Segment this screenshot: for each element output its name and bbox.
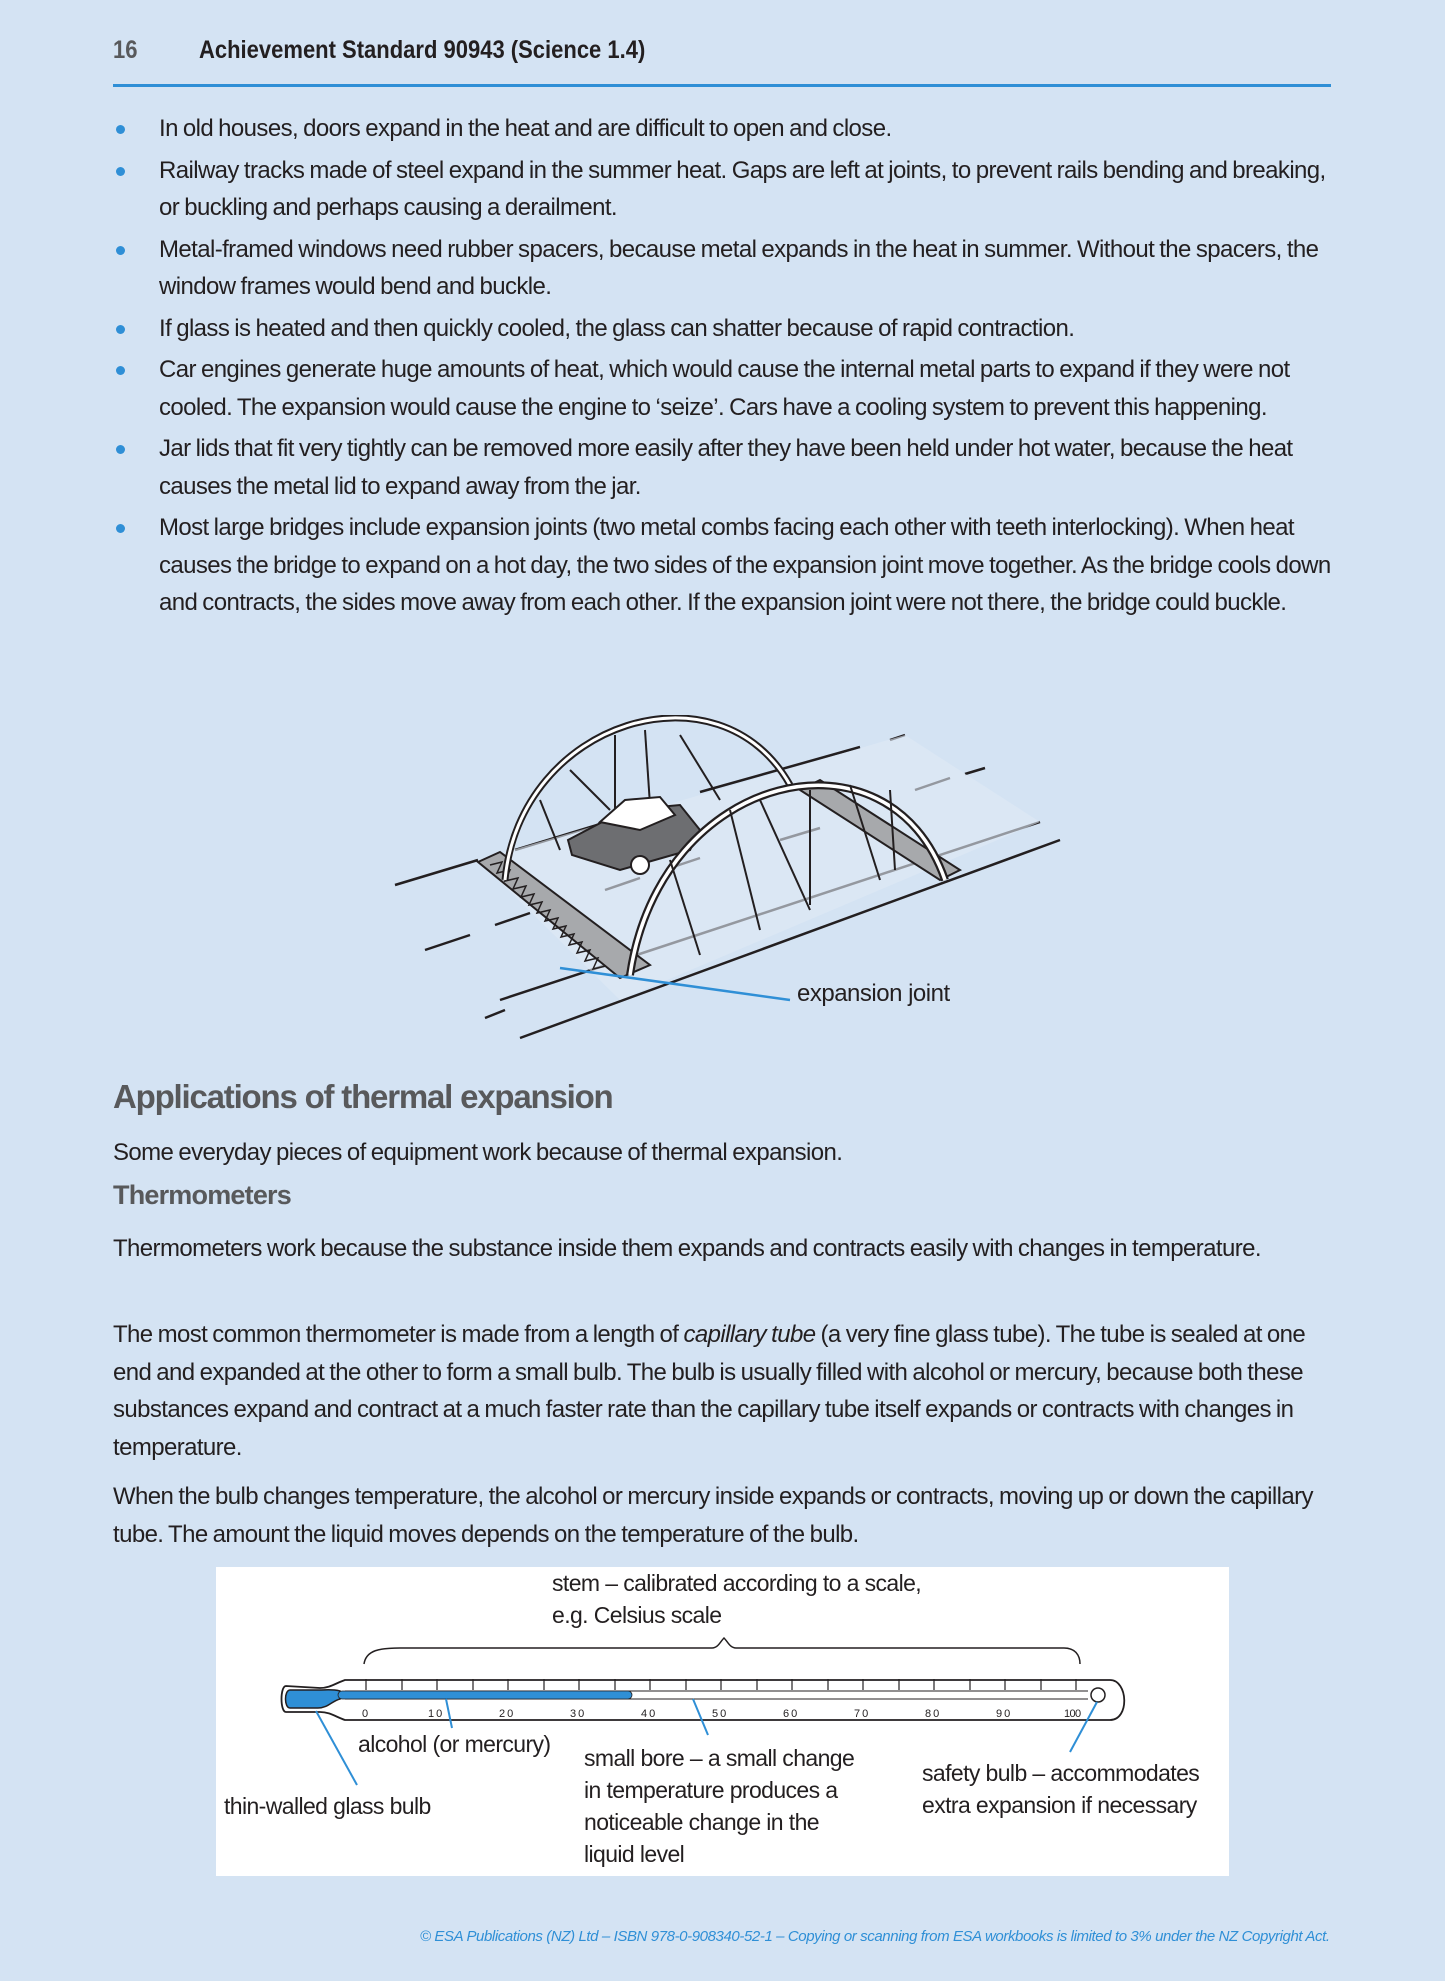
list-item: Railway tracks made of steel expand in the summer heat. Gaps are left at joints, to prevent rails bending and breaking, or buckling and perhaps causing a derailment.	[113, 152, 1343, 227]
list-item: In old houses, doors expand in the heat and are difficult to open and close.	[113, 110, 1343, 148]
list-item: If glass is heated and then quickly cooled, the glass can shatter because of rapid contraction.	[113, 310, 1343, 348]
bullet-icon	[116, 125, 125, 134]
bullet-icon	[116, 366, 125, 375]
safety-bulb-label-1: safety bulb – accommodates	[922, 1760, 1200, 1786]
scale-label-40: 40	[641, 1708, 658, 1720]
paragraph-2: The most common thermometer is made from a length of capillary tube (a very fine glass tube). The tube is sealed at one end and expanded at the other to form a small bulb. The bulb is usually filled with alcohol or mercury, because both these substances expand and contract at a much faster rate than the capillary tube itself expands or contracts with changes in temperature.	[113, 1321, 1306, 1461]
paragraph-1: Thermometers work because the substance inside them expands and contracts easily with changes in temperature.	[113, 1235, 1261, 1262]
thermometer-figure	[216, 1567, 1229, 1876]
small-bore-label-2: in temperature produces a	[584, 1777, 838, 1803]
intro-paragraph: Some everyday pieces of equipment work because of thermal expansion.	[113, 1139, 843, 1166]
alcohol-label: alcohol (or mercury)	[358, 1731, 551, 1757]
bullet-icon	[116, 325, 125, 334]
copyright-footer: © ESA Publications (NZ) Ltd – ISBN 978-0-908340-52-1 – Copying or scanning from ESA workbooks is limited to 3% under the NZ Copyright Act.	[420, 1928, 1330, 1945]
expansion-joint-label: expansion joint	[797, 980, 950, 1007]
scale-label-80: 80	[925, 1708, 942, 1720]
paragraph-3: When the bulb changes temperature, the alcohol or mercury inside expands or contracts, moving up or down the capillary tube. The amount the liquid moves depends on the temperature of the bulb.	[113, 1483, 1313, 1548]
section-heading: Applications of thermal expansion	[113, 1078, 613, 1115]
safety-bulb-label-2: extra expansion if necessary	[922, 1792, 1197, 1818]
list-item: Most large bridges include expansion joints (two metal combs facing each other with teeth interlocking). When heat causes the bridge to expand on a hot day, the two sides of the expansion joint move together. As the bridge cools down and contracts, the sides move away from each other. If the expansion joint were not there, the bridge could buckle.	[113, 509, 1343, 622]
scale-label-20: 20	[499, 1708, 516, 1720]
scale-label-70: 70	[854, 1708, 871, 1720]
list-item: Jar lids that fit very tightly can be removed more easily after they have been held under hot water, because the heat causes the metal lid to expand away from the jar.	[113, 430, 1343, 505]
bullet-icon	[116, 246, 125, 255]
list-item: Car engines generate huge amounts of heat, which would cause the internal metal parts to expand if they were not cooled. The expansion would cause the engine to ‘seize’. Cars have a cooling system to prevent this happening.	[113, 351, 1343, 426]
capillary-tube-term: capillary tube	[683, 1321, 816, 1348]
stem-label-line2: e.g. Celsius scale	[552, 1602, 722, 1628]
bridge-illustration	[380, 715, 1080, 1055]
small-bore-label-1: small bore – a small change	[584, 1745, 855, 1771]
scale-label-60: 60	[783, 1708, 800, 1720]
bullet-icon	[116, 445, 125, 454]
bullet-list	[113, 110, 1343, 626]
list-item: Metal-framed windows need rubber spacers, because metal expands in the heat in summer. Without the spacers, the window frames would bend and buckle.	[113, 231, 1343, 306]
small-bore-label-4: liquid level	[584, 1841, 685, 1867]
stem-label-line1: stem – calibrated according to a scale,	[552, 1570, 922, 1596]
scale-label-50: 50	[712, 1708, 729, 1720]
scale-label-100: 100	[1064, 1708, 1081, 1720]
glass-bulb-label: thin-walled glass bulb	[224, 1793, 431, 1819]
scale-label-30: 30	[570, 1708, 587, 1720]
scale-label-0: 0	[362, 1708, 371, 1720]
bullet-icon	[116, 167, 125, 176]
subheading-thermometers: Thermometers	[113, 1180, 291, 1210]
small-bore-label-3: noticeable change in the	[584, 1809, 819, 1835]
bullet-icon	[116, 524, 125, 533]
scale-label-10: 10	[428, 1708, 445, 1720]
page-title: Achievement Standard 90943 (Science 1.4)	[199, 36, 646, 64]
page-number: 16	[113, 36, 138, 64]
scale-label-90: 90	[996, 1708, 1013, 1720]
page-header	[113, 30, 1331, 87]
